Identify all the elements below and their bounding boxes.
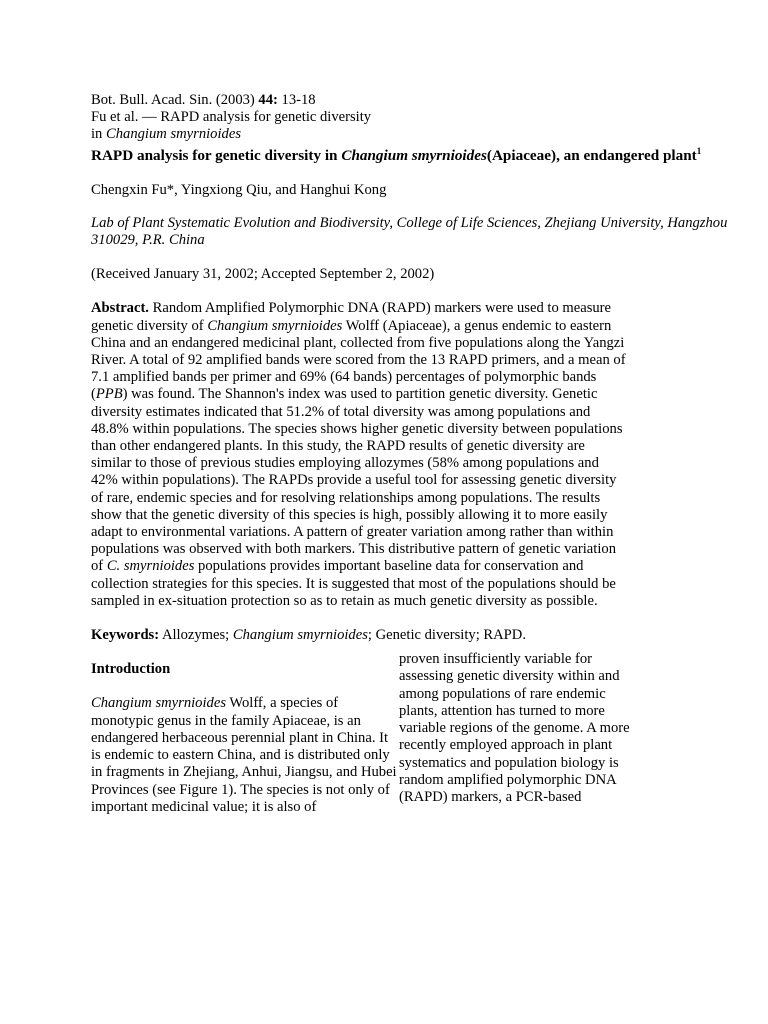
running-head: Fu et al. — RAPD analysis for genetic diversity [91, 109, 372, 126]
introduction-continuation: proven insufficiently variable for assessing genetic diversity within and among populations of rare endemic plants, attention has turned to more variable regions of the genome. A more recently employed approach in plant systematics and population biology is random amplified polymorphic DNA (RAPD) markers, a PCR-based [399, 651, 630, 805]
left-column [91, 661, 399, 816]
keywords: Keywords: Allozymes; Changium smyrnioides; Genetic diversity; RAPD. [91, 627, 526, 644]
citation-header [91, 92, 731, 144]
title-footnote-marker: 1 [696, 145, 702, 156]
journal-citation: Bot. Bull. Acad. Sin. (2003) 44: 13-18 [91, 92, 316, 108]
authors: Chengxin Fu*, Yingxiong Qiu, and Hanghui Kong [91, 181, 387, 198]
section-heading-introduction: Introduction [91, 661, 171, 678]
running-head-line-2: in Changium smyrnioides [91, 126, 241, 143]
right-column [399, 651, 634, 806]
paper-page [91, 92, 731, 815]
abstract-label: Abstract. [91, 300, 149, 317]
received-accepted-dates: (Received January 31, 2002; Accepted September 2, 2002) [91, 266, 435, 283]
affiliation: Lab of Plant Systematic Evolution and Biodiversity, College of Life Sciences, Zhejiang University, Hangzhou 310029, P.R. China [91, 214, 728, 249]
abstract: Abstract. Random Amplified Polymorphic DNA (RAPD) markers were used to measure genetic diversity of Changium smyrnioides Wolff (Apiaceae), a genus endemic to eastern China and an endangered medicinal plant, collected from five populations along the Yangzi River. A total of 92 amplified bands were scored from the 13 RAPD primers, and a mean of 7.1 amplified bands per primer and 69% (64 bands) percentages of polymorphic bands (PPB) was found. The Shannon's index was used to partition genetic diversity. Genetic diversity estimates indicated that 51.2% of total diversity was among populations and 48.8% within populations. The species shows higher genetic diversity between populations than other endangered plants. In this study, the RAPD results of genetic diversity are similar to those of previous studies employing allozymes (58% among populations and 42% within populations). The RAPDs provide a useful tool for assessing genetic diversity of rare, endemic species and for resolving relationships among populations. The results show that the genetic diversity of this species is high, possibly allowing it to more easily adapt to environmental variations. A pattern of greater variation among rather than within populations was observed with both markers. This distributive pattern of genetic variation of C. smyrnioides populations provides important baseline data for conservation and collection strategies for this species. It is suggested that most of the populations should be sampled in ex-situation protection so as to retain as much genetic diversity as possible. [91, 300, 626, 609]
introduction-paragraph: Changium smyrnioides Wolff, a species of monotypic genus in the family Apiaceae, is an endangered herbaceous perennial plant in China. It is endemic to eastern China, and is distributed only in fragments in Zhejiang, Anhui, Jiangsu, and Hubei Provinces (see Figure 1). The species is not only of important medicinal value; it is also of [91, 695, 397, 815]
volume-number: 44: [258, 92, 278, 108]
paper-title: RAPD analysis for genetic diversity in Changium smyrnioides(Apiaceae), an endangered plant$^1$ [91, 145, 702, 164]
keywords-label: Keywords: [91, 627, 160, 644]
